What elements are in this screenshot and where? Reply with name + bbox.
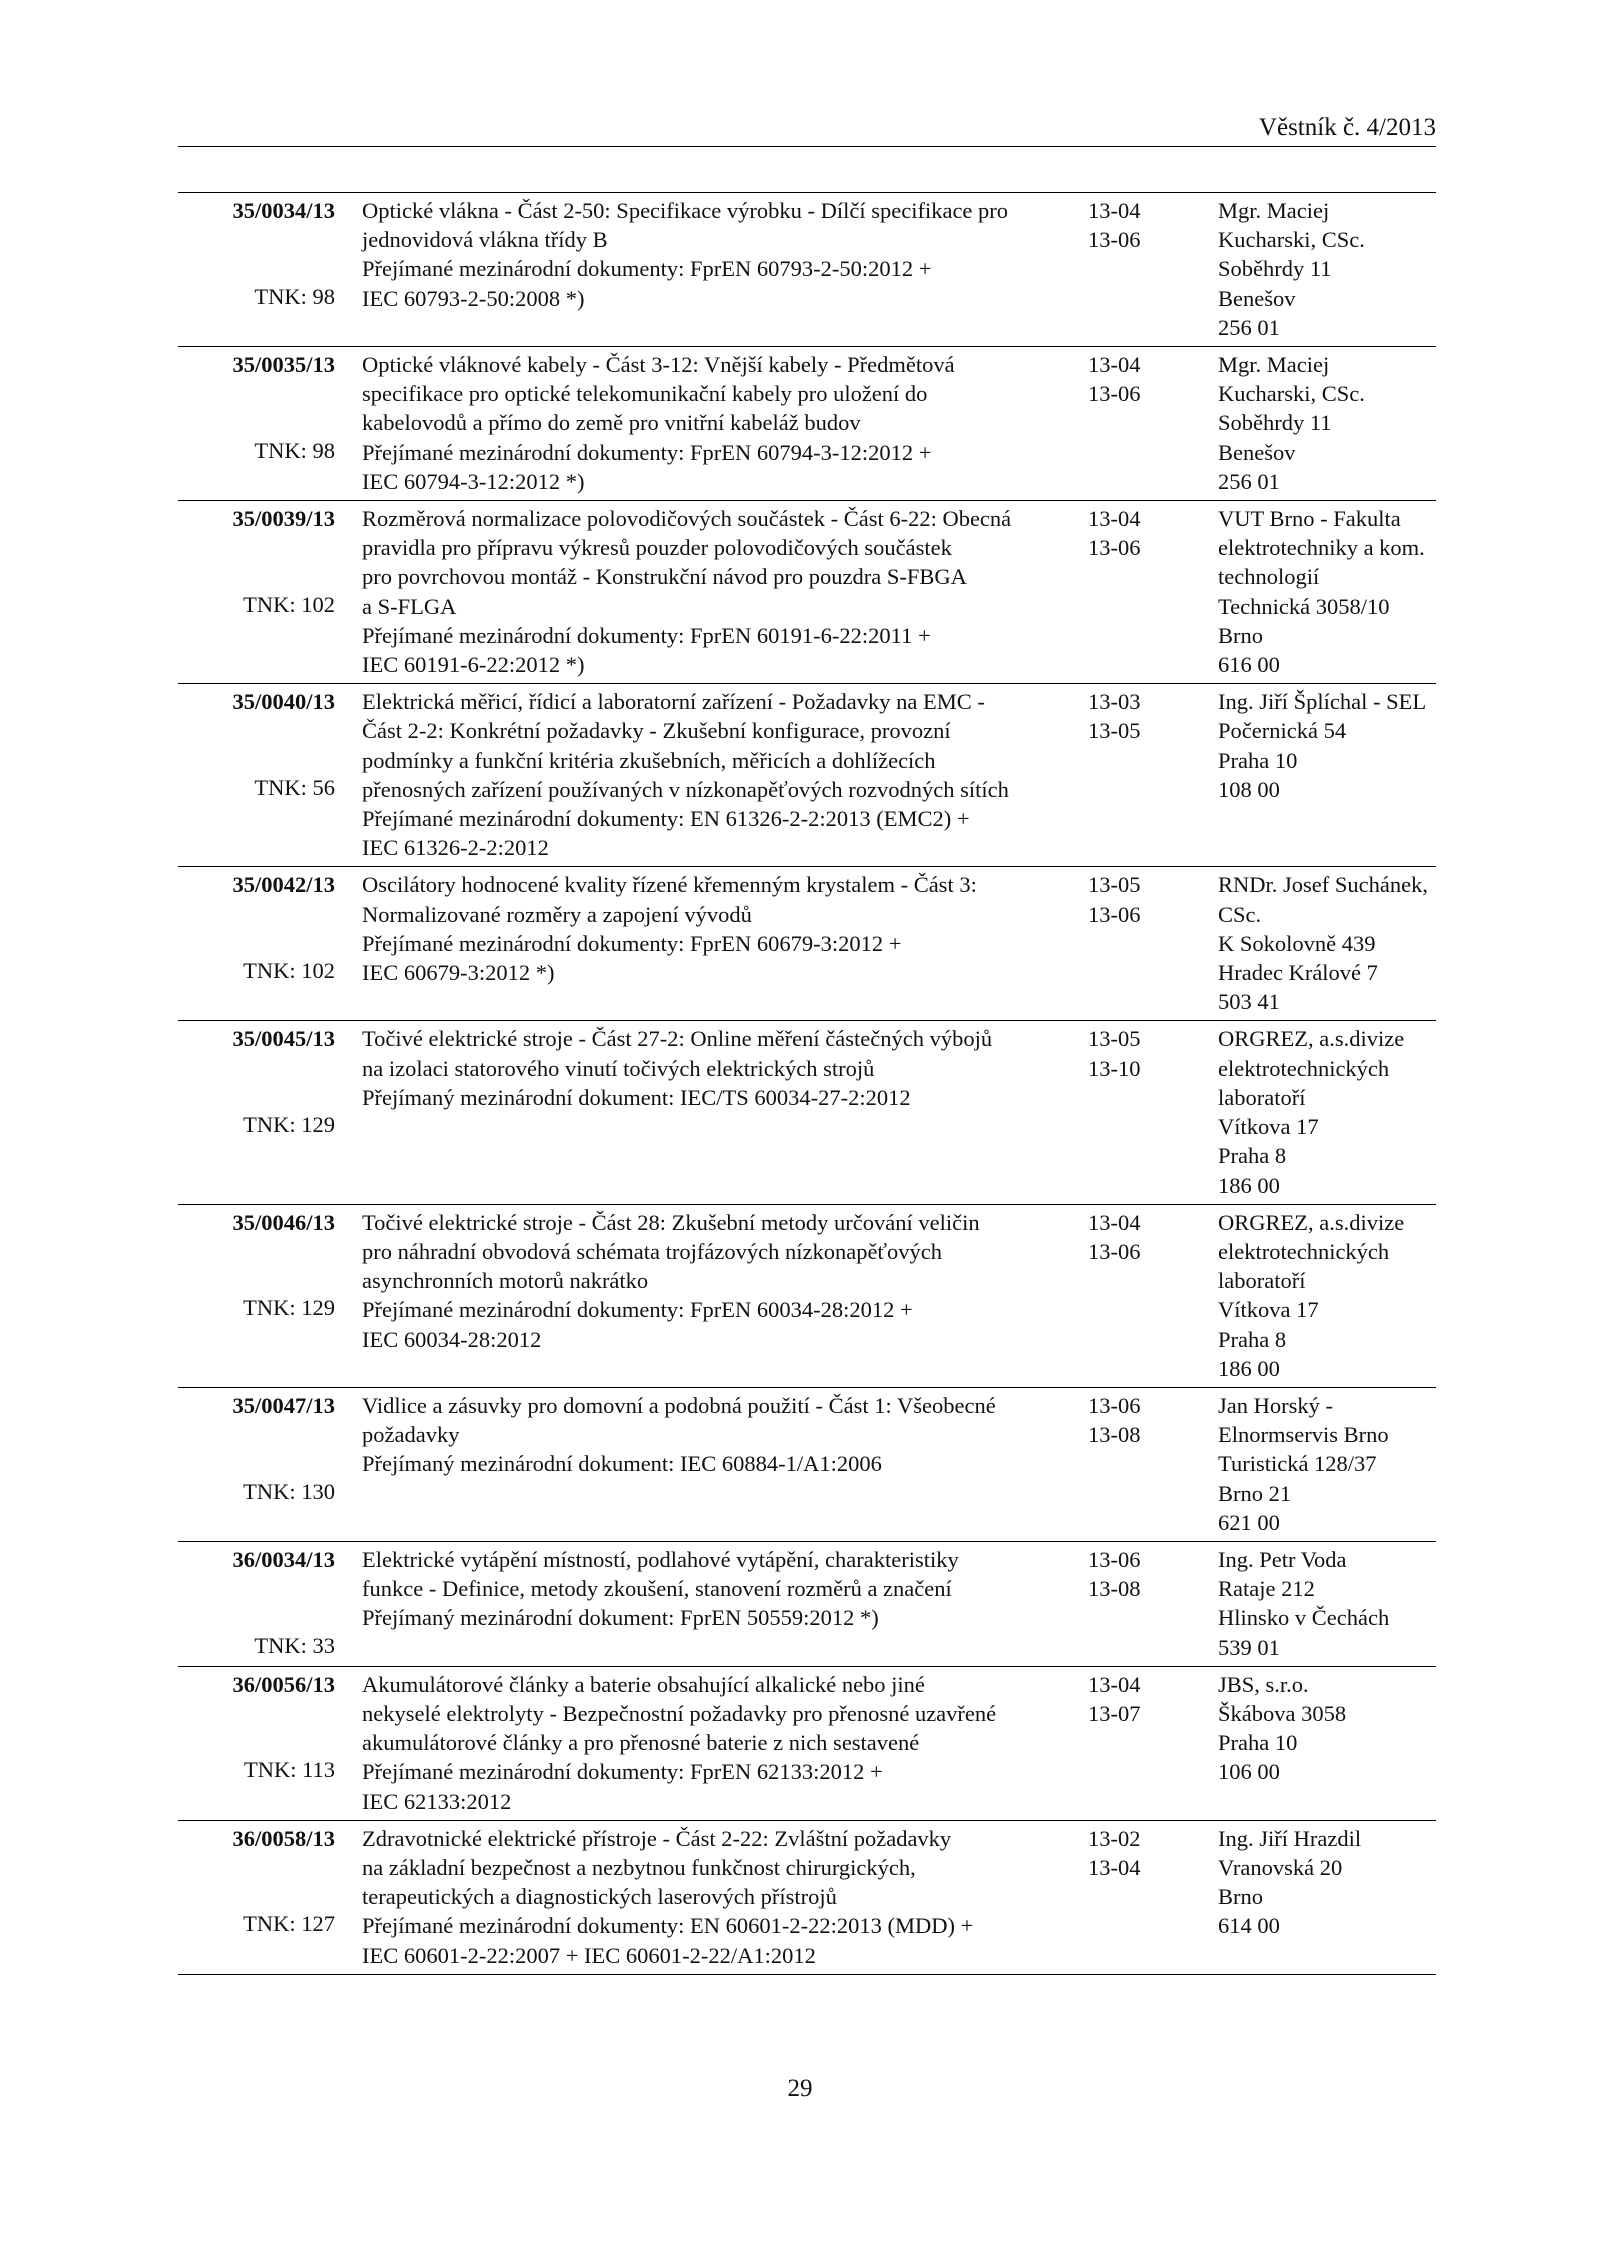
entry-start-date: 13-05 — [1088, 1026, 1141, 1052]
entry-title-line: požadavky — [362, 1422, 460, 1448]
entry-title-line: asynchronních motorů nakrátko — [362, 1268, 649, 1294]
entry-title-line: Přejímané mezinárodní dokumenty: FprEN 60679-3:2012 + — [362, 930, 902, 956]
entry-dates-cell — [1082, 501, 1216, 684]
entry-end-date: 13-10 — [1088, 1055, 1141, 1081]
entry-contact-cell — [1216, 347, 1436, 501]
entry-contact-cell — [1216, 1021, 1436, 1204]
standards-table — [178, 192, 1436, 1975]
entry-contact-line: laboratoří — [1218, 1084, 1306, 1110]
entry-title-line: na izolaci statorového vinutí točivých elektrických strojů — [362, 1055, 875, 1081]
entry-contact-line: Praha 10 — [1218, 747, 1298, 773]
entry-contact-line: Vítkova 17 — [1218, 1114, 1319, 1140]
entry-contact-line: 256 01 — [1218, 468, 1280, 494]
entry-title-line: akumulátorové články a pro přenosné baterie z nich sestavené — [362, 1730, 920, 1756]
entry-code: 36/0058/13 — [232, 1825, 335, 1851]
entry-title-line: Rozměrová normalizace polovodičových součástek - Část 6-22: Obecná — [362, 506, 1012, 532]
entry-id-cell — [178, 1541, 335, 1666]
entry-contact-line: Brno — [1218, 622, 1263, 648]
entry-id-cell — [178, 193, 335, 347]
entry-dates-cell — [1082, 1387, 1216, 1541]
entry-start-date: 13-02 — [1088, 1825, 1141, 1851]
table-row — [178, 1541, 1436, 1666]
entry-title-cell — [335, 193, 1082, 347]
entry-contact-line: Ing. Jiří Hrazdil — [1218, 1825, 1362, 1851]
entry-title-line: Část 2-2: Konkrétní požadavky - Zkušební konfigurace, provozní — [362, 718, 951, 744]
entry-title-line: IEC 60793-2-50:2008 *) — [362, 285, 585, 311]
entry-id-cell — [178, 867, 335, 1021]
entry-title-line: a S-FLGA — [362, 593, 457, 619]
entry-tnk: TNK: 102 — [243, 958, 335, 984]
entry-dates-cell — [1082, 1021, 1216, 1204]
entry-contact-line: 539 01 — [1218, 1634, 1280, 1660]
entry-code: 35/0042/13 — [232, 872, 335, 898]
entry-id-cell — [178, 1820, 335, 1974]
entry-title-line: IEC 61326-2-2:2012 — [362, 835, 549, 861]
table-row — [178, 347, 1436, 501]
entry-contact-line: 614 00 — [1218, 1913, 1280, 1939]
entry-contact-line: Ing. Jiří Šplíchal - SEL — [1218, 689, 1427, 715]
entry-title-line: Optické vláknové kabely - Část 3-12: Vnější kabely - Předmětová — [362, 352, 955, 378]
entry-code: 35/0039/13 — [232, 506, 335, 532]
entry-title-line: Akumulátorové články a baterie obsahující alkalické nebo jiné — [362, 1671, 925, 1697]
table-row — [178, 1021, 1436, 1204]
entry-contact-line: VUT Brno - Fakulta — [1218, 506, 1401, 532]
entry-contact-line: elektrotechniky a kom. — [1218, 535, 1425, 561]
entry-title-line: Elektrické vytápění místností, podlahové vytápění, charakteristiky — [362, 1546, 959, 1572]
page-number: 29 — [787, 2075, 813, 2102]
entry-code: 36/0034/13 — [232, 1546, 335, 1572]
entry-end-date: 13-08 — [1088, 1576, 1141, 1602]
entry-contact-line: Praha 10 — [1218, 1730, 1298, 1756]
entry-contact-line: Benešov — [1218, 439, 1296, 465]
table-row — [178, 867, 1436, 1021]
entry-title-line: Točivé elektrické stroje - Část 28: Zkušební metody určování veličin — [362, 1209, 980, 1235]
entry-contact-line: Brno — [1218, 1884, 1263, 1910]
entry-contact-cell — [1216, 1820, 1436, 1974]
entry-title-line: funkce - Definice, metody zkoušení, stanovení rozměrů a značení — [362, 1576, 952, 1602]
entry-title-line: Točivé elektrické stroje - Část 27-2: Online měření částečných výbojů — [362, 1026, 993, 1052]
entry-title-cell — [335, 347, 1082, 501]
entry-end-date: 13-06 — [1088, 381, 1141, 407]
entry-contact-line: Ing. Petr Voda — [1218, 1546, 1347, 1572]
entry-code: 35/0035/13 — [232, 352, 335, 378]
entry-start-date: 13-04 — [1088, 1209, 1141, 1235]
entry-contact-line: 616 00 — [1218, 652, 1280, 678]
entry-title-cell — [335, 1021, 1082, 1204]
entry-contact-line: JBS, s.r.o. — [1218, 1671, 1309, 1697]
entry-title-line: Přejímané mezinárodní dokumenty: FprEN 60034-28:2012 + — [362, 1297, 913, 1323]
entry-id-cell — [178, 1387, 335, 1541]
entry-id-box — [178, 1824, 335, 1941]
entry-title-line: Přejímané mezinárodní dokumenty: FprEN 60794-3-12:2012 + — [362, 439, 932, 465]
entry-tnk: TNK: 33 — [254, 1632, 335, 1658]
entry-title-line: podmínky a funkční kritéria zkušebních, měřicích a dohlížecích — [362, 747, 936, 773]
entry-contact-line: Turistická 128/37 — [1218, 1451, 1377, 1477]
entry-contact-cell — [1216, 1666, 1436, 1820]
entry-end-date: 13-05 — [1088, 718, 1141, 744]
entry-title-cell — [335, 1541, 1082, 1666]
entry-contact-line: K Sokolovně 439 — [1218, 930, 1376, 956]
entry-start-date: 13-06 — [1088, 1392, 1141, 1418]
entry-title-line: IEC 62133:2012 — [362, 1788, 512, 1814]
entry-start-date: 13-04 — [1088, 506, 1141, 532]
entry-title-line: na základní bezpečnost a nezbytnou funkčnost chirurgických, — [362, 1854, 916, 1880]
entry-contact-line: ORGREZ, a.s.divize — [1218, 1209, 1405, 1235]
entry-contact-line: Soběhrdy 11 — [1218, 256, 1332, 282]
entry-tnk: TNK: 130 — [243, 1478, 335, 1504]
entry-dates-cell — [1082, 1666, 1216, 1820]
entry-contact-line: 186 00 — [1218, 1355, 1280, 1381]
entry-dates-cell — [1082, 1820, 1216, 1974]
entry-contact-line: Rataje 212 — [1218, 1576, 1315, 1602]
entry-contact-line: 256 01 — [1218, 314, 1280, 340]
entry-contact-line: Kucharski, CSc. — [1218, 227, 1365, 253]
entry-contact-line: Vranovská 20 — [1218, 1854, 1343, 1880]
entry-code: 35/0046/13 — [232, 1209, 335, 1235]
entry-code: 35/0045/13 — [232, 1026, 335, 1052]
entry-title-cell — [335, 1666, 1082, 1820]
entry-start-date: 13-04 — [1088, 1671, 1141, 1697]
entry-contact-cell — [1216, 193, 1436, 347]
entry-title-cell — [335, 1204, 1082, 1387]
entry-contact-line: Soběhrdy 11 — [1218, 410, 1332, 436]
entry-end-date: 13-04 — [1088, 1854, 1141, 1880]
entry-tnk: TNK: 98 — [254, 283, 335, 309]
entry-title-line: Přejímané mezinárodní dokumenty: EN 61326-2-2:2013 (EMC2) + — [362, 806, 970, 832]
entry-id-cell — [178, 347, 335, 501]
entry-tnk: TNK: 129 — [243, 1112, 335, 1138]
page-header — [178, 112, 1436, 147]
entry-contact-line: elektrotechnických — [1218, 1238, 1390, 1264]
entry-id-box — [178, 870, 335, 987]
entry-end-date: 13-06 — [1088, 535, 1141, 561]
entry-contact-line: 503 41 — [1218, 989, 1280, 1015]
entry-title-line: Optické vlákna - Část 2-50: Specifikace výrobku - Dílčí specifikace pro — [362, 198, 1009, 223]
entry-title-line: IEC 60601-2-22:2007 + IEC 60601-2-22/A1:2012 — [362, 1942, 816, 1968]
entry-start-date: 13-04 — [1088, 198, 1141, 223]
entry-code: 35/0034/13 — [232, 198, 335, 223]
entry-id-box — [178, 1545, 335, 1662]
entry-id-cell — [178, 1666, 335, 1820]
entry-dates-cell — [1082, 1541, 1216, 1666]
entry-title-line: Přejímaný mezinárodní dokument: FprEN 50559:2012 *) — [362, 1605, 879, 1631]
entry-contact-cell — [1216, 867, 1436, 1021]
entry-title-line: Oscilátory hodnocené kvality řízené křemenným krystalem - Část 3: — [362, 872, 977, 898]
table-row — [178, 193, 1436, 347]
entry-contact-line: laboratoří — [1218, 1268, 1306, 1294]
entry-end-date: 13-08 — [1088, 1422, 1141, 1448]
entry-contact-line: Hradec Králové 7 — [1218, 960, 1378, 986]
entry-title-line: Normalizované rozměry a zapojení vývodů — [362, 901, 752, 927]
entry-id-box — [178, 196, 335, 313]
entry-start-date: 13-06 — [1088, 1546, 1141, 1572]
entry-code: 36/0056/13 — [232, 1671, 335, 1697]
entry-title-line: přenosných zařízení používaných v nízkonapěťových rozvodných sítích — [362, 776, 1009, 802]
journal-issue-title: Věstník č. 4/2013 — [1258, 114, 1436, 141]
entry-contact-line: 186 00 — [1218, 1172, 1280, 1198]
entry-title-cell — [335, 1820, 1082, 1974]
entry-title-cell — [335, 1387, 1082, 1541]
entry-contact-line: Praha 8 — [1218, 1326, 1287, 1352]
entry-contact-cell — [1216, 684, 1436, 867]
entry-contact-line: Mgr. Maciej — [1218, 198, 1330, 223]
entry-id-box — [178, 1391, 335, 1508]
entry-contact-line: ORGREZ, a.s.divize — [1218, 1026, 1405, 1052]
entry-contact-line: Elnormservis Brno — [1218, 1422, 1389, 1448]
entry-dates-cell — [1082, 867, 1216, 1021]
entry-contact-line: Jan Horský - — [1218, 1392, 1333, 1418]
entry-title-cell — [335, 684, 1082, 867]
entry-start-date: 13-03 — [1088, 689, 1141, 715]
entry-title-line: Přejímaný mezinárodní dokument: IEC 60884-1/A1:2006 — [362, 1451, 882, 1477]
entry-title-line: Přejímané mezinárodní dokumenty: EN 60601-2-22:2013 (MDD) + — [362, 1913, 974, 1939]
entry-contact-cell — [1216, 1541, 1436, 1666]
entry-title-line: Zdravotnické elektrické přístroje - Část 2-22: Zvláštní požadavky — [362, 1825, 952, 1851]
entry-dates-cell — [1082, 684, 1216, 867]
entry-tnk: TNK: 56 — [254, 774, 335, 800]
entry-tnk: TNK: 102 — [243, 591, 335, 617]
entry-title-line: Přejímaný mezinárodní dokument: IEC/TS 60034-27-2:2012 — [362, 1084, 911, 1110]
entry-title-line: Přejímané mezinárodní dokumenty: FprEN 60191-6-22:2011 + — [362, 622, 931, 648]
entry-end-date: 13-07 — [1088, 1700, 1141, 1726]
entry-code: 35/0047/13 — [232, 1392, 335, 1418]
entry-title-line: pro povrchovou montáž - Konstrukční návod pro pouzdra S-FBGA — [362, 564, 967, 590]
entry-tnk: TNK: 129 — [243, 1295, 335, 1321]
entry-dates-cell — [1082, 193, 1216, 347]
entry-end-date: 13-06 — [1088, 901, 1141, 927]
entry-title-line: IEC 60679-3:2012 *) — [362, 960, 555, 986]
entry-id-box — [178, 1670, 335, 1787]
entry-id-box — [178, 687, 335, 804]
standards-table-body — [178, 193, 1436, 1975]
entry-title-cell — [335, 867, 1082, 1021]
entry-id-cell — [178, 684, 335, 867]
entry-title-line: specifikace pro optické telekomunikační kabely pro uložení do — [362, 381, 928, 407]
table-row — [178, 1387, 1436, 1541]
entry-id-box — [178, 504, 335, 621]
entry-title-line: pro náhradní obvodová schémata trojfázových nízkonapěťových — [362, 1238, 943, 1264]
entry-title-line: kabelovodů a přímo do země pro vnitřní kabeláž budov — [362, 410, 861, 436]
entry-contact-line: 108 00 — [1218, 776, 1280, 802]
entry-title-line: Přejímané mezinárodní dokumenty: FprEN 62133:2012 + — [362, 1759, 883, 1785]
entry-title-line: Elektrická měřicí, řídicí a laboratorní zařízení - Požadavky na EMC - — [362, 689, 985, 715]
entry-title-cell — [335, 501, 1082, 684]
entry-title-line: jednovidová vlákna třídy B — [362, 227, 608, 253]
entry-title-line: IEC 60034-28:2012 — [362, 1326, 542, 1352]
entry-dates-cell — [1082, 1204, 1216, 1387]
entry-id-cell — [178, 1021, 335, 1204]
entry-title-line: IEC 60794-3-12:2012 *) — [362, 468, 585, 494]
entry-contact-line: technologií — [1218, 564, 1320, 590]
entry-dates-cell — [1082, 347, 1216, 501]
entry-contact-cell — [1216, 1387, 1436, 1541]
entry-end-date: 13-06 — [1088, 1238, 1141, 1264]
entry-id-box — [178, 1208, 335, 1325]
entry-contact-line: Benešov — [1218, 285, 1296, 311]
entry-title-line: terapeutických a diagnostických laserových přístrojů — [362, 1884, 837, 1910]
table-row — [178, 1820, 1436, 1974]
entry-contact-line: Škábova 3058 — [1218, 1700, 1347, 1726]
entry-tnk: TNK: 127 — [243, 1911, 335, 1937]
entry-contact-line: Brno 21 — [1218, 1480, 1292, 1506]
entry-contact-line: Technická 3058/10 — [1218, 593, 1390, 619]
entry-code: 35/0040/13 — [232, 689, 335, 715]
table-row — [178, 684, 1436, 867]
entry-contact-line: elektrotechnických — [1218, 1055, 1390, 1081]
entry-contact-line: CSc. — [1218, 901, 1262, 927]
entry-contact-line: Mgr. Maciej — [1218, 352, 1330, 378]
entry-tnk: TNK: 113 — [243, 1757, 335, 1783]
entry-title-line: nekyselé elektrolyty - Bezpečnostní požadavky pro přenosné uzavřené — [362, 1700, 997, 1726]
entry-contact-line: Hlinsko v Čechách — [1218, 1605, 1390, 1631]
entry-contact-line: Praha 8 — [1218, 1143, 1287, 1169]
entry-contact-line: 106 00 — [1218, 1759, 1280, 1785]
entry-id-box — [178, 350, 335, 467]
entry-title-line: Vidlice a zásuvky pro domovní a podobná použití - Část 1: Všeobecné — [362, 1392, 996, 1418]
entry-id-box — [178, 1024, 335, 1141]
table-row — [178, 1204, 1436, 1387]
entry-title-line: pravidla pro přípravu výkresů pouzder polovodičových součástek — [362, 535, 952, 561]
entry-title-line: Přejímané mezinárodní dokumenty: FprEN 60793-2-50:2012 + — [362, 256, 932, 282]
entry-contact-cell — [1216, 501, 1436, 684]
table-row — [178, 501, 1436, 684]
entry-contact-line: 621 00 — [1218, 1509, 1280, 1535]
entry-start-date: 13-04 — [1088, 352, 1141, 378]
entry-title-line: IEC 60191-6-22:2012 *) — [362, 652, 585, 678]
entry-id-cell — [178, 1204, 335, 1387]
entry-id-cell — [178, 501, 335, 684]
entry-contact-cell — [1216, 1204, 1436, 1387]
entry-contact-line: Kucharski, CSc. — [1218, 381, 1365, 407]
entry-contact-line: Počernická 54 — [1218, 718, 1347, 744]
entry-contact-line: RNDr. Josef Suchánek, — [1218, 872, 1428, 898]
entry-start-date: 13-05 — [1088, 872, 1141, 898]
entry-contact-line: Vítkova 17 — [1218, 1297, 1319, 1323]
entry-tnk: TNK: 98 — [254, 437, 335, 463]
entry-end-date: 13-06 — [1088, 227, 1141, 253]
table-row — [178, 1666, 1436, 1820]
